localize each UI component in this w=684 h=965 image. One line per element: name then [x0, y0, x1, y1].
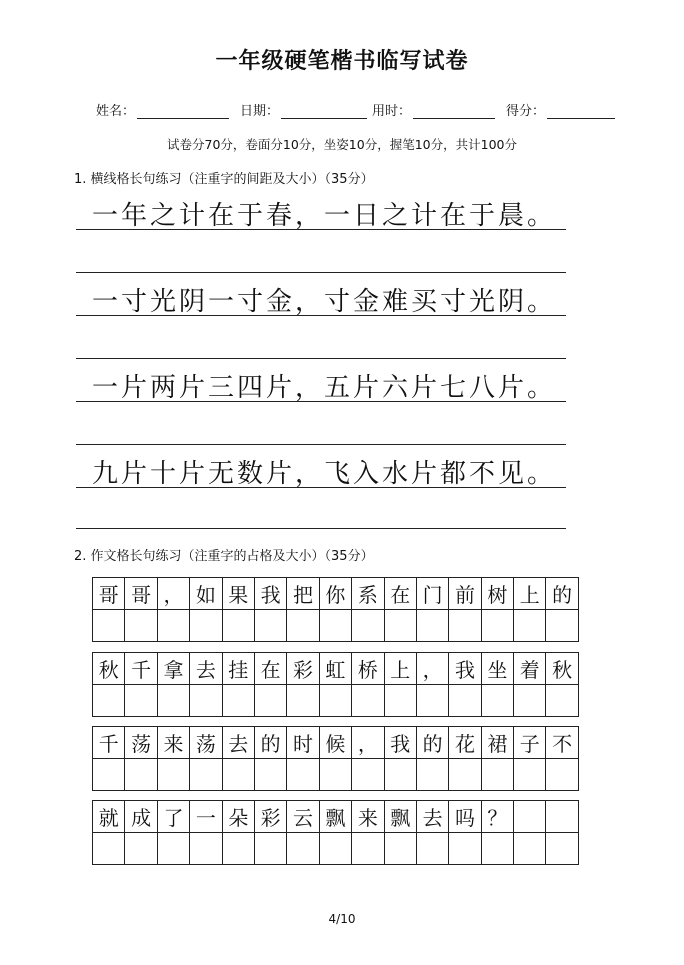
grid-cell-example: 飘	[319, 801, 351, 833]
grid-cell-example: 哥	[93, 578, 125, 610]
grid-cell-example: 系	[352, 578, 384, 610]
grid-cell-example: 云	[287, 801, 319, 833]
grid-cell-example	[514, 801, 546, 833]
grid-cell-example: 彩	[287, 653, 319, 685]
grid-cell-blank[interactable]	[157, 833, 189, 865]
grid-cell-example	[546, 801, 578, 833]
grid-cell-example: 在	[384, 578, 416, 610]
grid-cell-blank[interactable]	[384, 610, 416, 642]
writing-line	[76, 229, 566, 230]
grid-cell-blank[interactable]	[384, 685, 416, 717]
grid-cell-blank[interactable]	[481, 610, 513, 642]
section1-heading: 1. 横线格长句练习（注重字的间距及大小）（35分）	[74, 172, 374, 187]
writing-line	[76, 487, 566, 488]
practice-row	[93, 759, 579, 791]
page-title: 一年级硬笔楷书临写试卷	[215, 49, 469, 74]
grid-cell-example: 我	[254, 578, 286, 610]
student-info-row	[0, 98, 684, 124]
grid-cell-example: 千	[125, 653, 157, 685]
grid-cell-blank[interactable]	[254, 685, 286, 717]
example-row	[93, 801, 579, 833]
writing-line	[76, 315, 566, 316]
writing-line	[76, 444, 566, 445]
grid-cell-example: 树	[481, 578, 513, 610]
grid-cell-blank[interactable]	[93, 759, 125, 791]
grid-cell-blank[interactable]	[190, 759, 222, 791]
writing-grid-2	[92, 652, 579, 717]
grid-cell-blank[interactable]	[481, 759, 513, 791]
writing-line	[76, 358, 566, 359]
writing-grid-3	[92, 726, 579, 791]
grid-cell-example: 朵	[222, 801, 254, 833]
grid-cell-blank[interactable]	[254, 610, 286, 642]
grid-cell-blank[interactable]	[287, 759, 319, 791]
grid-cell-blank[interactable]	[384, 833, 416, 865]
score-label: 得分：	[506, 104, 546, 119]
grid-cell-blank[interactable]	[546, 610, 578, 642]
grid-cell-example: 挂	[222, 653, 254, 685]
grid-cell-blank[interactable]	[319, 610, 351, 642]
grid-cell-example: 拿	[157, 653, 189, 685]
grid-cell-blank[interactable]	[546, 833, 578, 865]
grid-cell-blank[interactable]	[416, 610, 448, 642]
grid-cell-blank[interactable]	[352, 610, 384, 642]
sentence-1: 一年之计在于春，一日之计在于晨。	[92, 201, 557, 231]
grid-cell-blank[interactable]	[449, 685, 481, 717]
grid-cell-blank[interactable]	[287, 833, 319, 865]
grid-cell-blank[interactable]	[514, 610, 546, 642]
grid-cell-blank[interactable]	[319, 833, 351, 865]
grid-cell-example: 门	[416, 578, 448, 610]
grid-cell-blank[interactable]	[222, 685, 254, 717]
grid-cell-example: 裙	[481, 727, 513, 759]
date-field[interactable]	[240, 98, 367, 119]
grid-cell-example: 在	[254, 653, 286, 685]
grid-cell-example: 如	[190, 578, 222, 610]
name-label: 姓名：	[96, 104, 136, 119]
grid-cell-blank[interactable]	[157, 685, 189, 717]
writing-line	[76, 528, 566, 529]
grid-cell-blank[interactable]	[93, 833, 125, 865]
grid-cell-blank[interactable]	[514, 685, 546, 717]
grid-cell-blank[interactable]	[352, 833, 384, 865]
grid-cell-blank[interactable]	[449, 610, 481, 642]
grid-cell-example: 桥	[352, 653, 384, 685]
grid-cell-example: 你	[319, 578, 351, 610]
grid-cell-example: 去	[222, 727, 254, 759]
practice-row	[93, 610, 579, 642]
example-row	[93, 653, 579, 685]
grid-cell-example: 上	[514, 578, 546, 610]
grid-cell-example: 来	[352, 801, 384, 833]
grid-cell-example: 哥	[125, 578, 157, 610]
grid-cell-blank[interactable]	[546, 685, 578, 717]
score-note: 试卷分70分，卷面分10分，坐姿10分，握笔10分，共计100分	[167, 137, 517, 152]
grid-cell-example: 上	[384, 653, 416, 685]
grid-cell-example: 的	[416, 727, 448, 759]
grid-cell-example: 吗	[449, 801, 481, 833]
grid-cell-blank[interactable]	[514, 833, 546, 865]
grid-cell-example: 一	[190, 801, 222, 833]
grid-cell-blank[interactable]	[222, 610, 254, 642]
grid-cell-example: ，	[157, 578, 189, 610]
writing-line	[76, 401, 566, 402]
grid-cell-blank[interactable]	[416, 833, 448, 865]
grid-cell-example: 我	[449, 653, 481, 685]
sentence-4: 九片十片无数片，飞入水片都不见。	[92, 459, 557, 489]
grid-cell-blank[interactable]	[190, 685, 222, 717]
grid-cell-blank[interactable]	[319, 759, 351, 791]
grid-cell-example: 把	[287, 578, 319, 610]
grid-cell-example: 的	[546, 578, 578, 610]
grid-cell-example: 果	[222, 578, 254, 610]
writing-line	[76, 272, 566, 273]
grid-cell-blank[interactable]	[514, 759, 546, 791]
score-blank[interactable]	[547, 98, 615, 119]
grid-cell-example: 候	[319, 727, 351, 759]
grid-cell-example: 秋	[93, 653, 125, 685]
grid-cell-blank[interactable]	[449, 833, 481, 865]
grid-cell-blank[interactable]	[125, 759, 157, 791]
example-row	[93, 727, 579, 759]
grid-cell-example: 的	[254, 727, 286, 759]
grid-cell-example: 去	[190, 653, 222, 685]
grid-cell-blank[interactable]	[222, 759, 254, 791]
grid-cell-example: 子	[514, 727, 546, 759]
grid-cell-example: 虹	[319, 653, 351, 685]
example-row	[93, 578, 579, 610]
sentence-2: 一寸光阴一寸金，寸金难买寸光阴。	[92, 287, 557, 317]
grid-cell-blank[interactable]	[157, 759, 189, 791]
grid-cell-blank[interactable]	[93, 685, 125, 717]
grid-cell-example: 秋	[546, 653, 578, 685]
grid-cell-blank[interactable]	[481, 685, 513, 717]
time-blank[interactable]	[413, 98, 495, 119]
grid-cell-example: 我	[384, 727, 416, 759]
grid-cell-blank[interactable]	[190, 833, 222, 865]
grid-cell-blank[interactable]	[125, 685, 157, 717]
grid-cell-example: 彩	[254, 801, 286, 833]
grid-cell-blank[interactable]	[287, 685, 319, 717]
score-field[interactable]	[506, 98, 615, 119]
date-label: 日期：	[240, 104, 280, 119]
grid-cell-example: 坐	[481, 653, 513, 685]
grid-cell-example: 千	[93, 727, 125, 759]
grid-cell-example: 飘	[384, 801, 416, 833]
grid-cell-blank[interactable]	[222, 833, 254, 865]
name-field[interactable]	[96, 98, 229, 119]
grid-cell-blank[interactable]	[157, 610, 189, 642]
grid-cell-example: 花	[449, 727, 481, 759]
sentence-3: 一片两片三四片，五片六片七八片。	[92, 373, 557, 403]
grid-cell-blank[interactable]	[319, 685, 351, 717]
grid-cell-blank[interactable]	[416, 759, 448, 791]
grid-cell-example: 前	[449, 578, 481, 610]
practice-row	[93, 833, 579, 865]
grid-cell-example: 不	[546, 727, 578, 759]
grid-cell-example: 荡	[190, 727, 222, 759]
time-field[interactable]	[372, 98, 495, 119]
writing-grid-4	[92, 800, 579, 865]
section2-heading: 2. 作文格长句练习（注重字的占格及大小）（35分）	[74, 549, 374, 564]
time-label: 用时：	[372, 104, 412, 119]
practice-row	[93, 685, 579, 717]
grid-cell-example: 成	[125, 801, 157, 833]
grid-cell-example: 着	[514, 653, 546, 685]
grid-cell-example: ，	[416, 653, 448, 685]
grid-cell-blank[interactable]	[352, 759, 384, 791]
grid-cell-blank[interactable]	[125, 610, 157, 642]
grid-cell-example: 了	[157, 801, 189, 833]
grid-cell-blank[interactable]	[481, 833, 513, 865]
grid-cell-blank[interactable]	[449, 759, 481, 791]
name-blank[interactable]	[137, 98, 229, 119]
grid-cell-blank[interactable]	[416, 685, 448, 717]
grid-cell-blank[interactable]	[254, 759, 286, 791]
grid-cell-blank[interactable]	[190, 610, 222, 642]
grid-cell-blank[interactable]	[287, 610, 319, 642]
grid-cell-blank[interactable]	[125, 833, 157, 865]
grid-cell-example: 就	[93, 801, 125, 833]
grid-cell-blank[interactable]	[384, 759, 416, 791]
grid-cell-example: 去	[416, 801, 448, 833]
grid-cell-blank[interactable]	[546, 759, 578, 791]
grid-cell-blank[interactable]	[254, 833, 286, 865]
grid-cell-example: 荡	[125, 727, 157, 759]
writing-grid-1	[92, 577, 579, 642]
grid-cell-blank[interactable]	[352, 685, 384, 717]
page-number: 4/10	[328, 912, 356, 926]
grid-cell-example: ，	[352, 727, 384, 759]
grid-cell-blank[interactable]	[93, 610, 125, 642]
grid-cell-example: 时	[287, 727, 319, 759]
grid-cell-example: ？	[481, 801, 513, 833]
grid-cell-example: 来	[157, 727, 189, 759]
date-blank[interactable]	[281, 98, 367, 119]
